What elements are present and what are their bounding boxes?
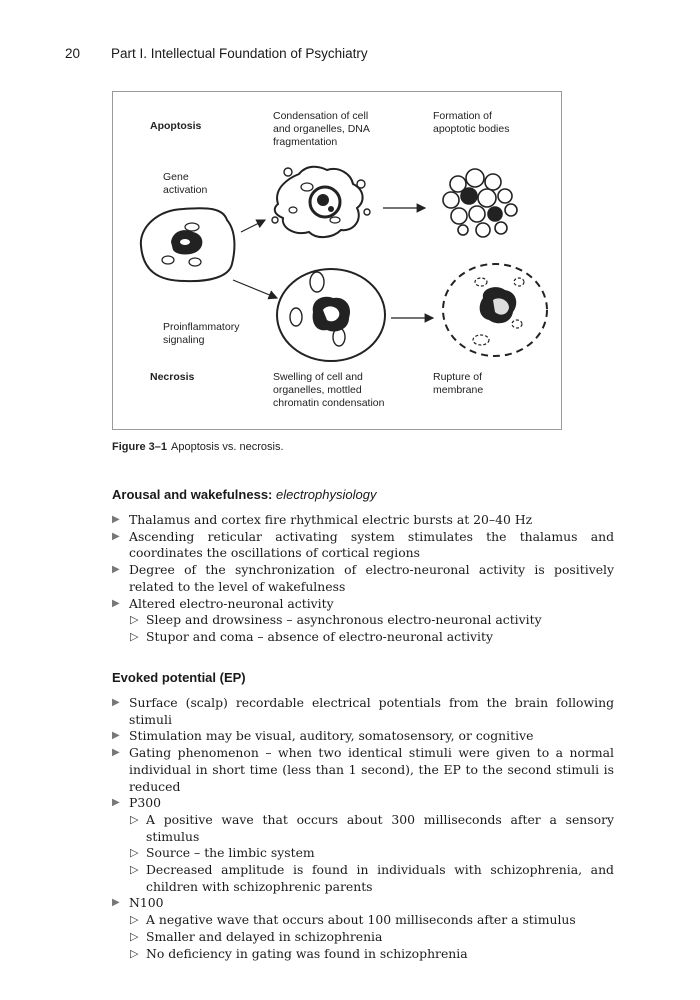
figure-caption-text: Apoptosis vs. necrosis. xyxy=(171,441,284,453)
outline-triangle-icon: ▷ xyxy=(130,812,139,826)
figure-caption xyxy=(112,441,284,453)
page-number: 20 xyxy=(65,46,81,61)
outline-triangle-icon: ▷ xyxy=(130,846,139,860)
label-formation: Formation of apoptotic bodies xyxy=(433,110,510,135)
list-item xyxy=(112,695,614,728)
outline-triangle-icon: ▷ xyxy=(130,946,139,960)
label-rupture: Rupture of membrane xyxy=(433,371,484,396)
sub-list-item xyxy=(112,862,614,895)
label-swelling: Swelling of cell and organelles, mottled chromatin condensation xyxy=(273,371,385,409)
solid-triangle-icon: ▶ xyxy=(112,530,120,542)
normal-cell xyxy=(141,208,235,281)
arrow-to-condensation xyxy=(241,220,265,232)
sub-list-item xyxy=(112,912,614,929)
sub-list-item xyxy=(112,612,614,629)
section-title-arousal-italic: electrophysiology xyxy=(276,487,377,502)
solid-triangle-icon: ▶ xyxy=(112,730,120,742)
list-item xyxy=(112,562,614,595)
condensed-cell xyxy=(272,167,370,237)
list-item-text: No deficiency in gating was found in schizophrenia xyxy=(146,945,468,961)
sub-list-item xyxy=(112,929,614,946)
label-apoptosis: Apoptosis xyxy=(150,120,202,132)
evoked-potential-list xyxy=(112,695,614,962)
outline-triangle-icon: ▷ xyxy=(130,929,139,943)
list-item xyxy=(112,745,614,795)
list-item-text: Thalamus and cortex fire rhythmical electric bursts at 20–40 Hz xyxy=(129,512,533,527)
sub-list-item xyxy=(112,845,614,862)
label-proinflammatory: Proinflammatory signaling xyxy=(163,321,240,346)
ruptured-cell xyxy=(443,264,547,356)
section-title-arousal-main: Arousal and wakefulness: xyxy=(112,487,273,502)
list-item-text: Degree of the synchronization of electro-neuronal activity is positively related to the level of wakefulness xyxy=(129,562,614,594)
outline-triangle-icon: ▷ xyxy=(130,629,139,643)
list-item-text: A negative wave that occurs about 100 milliseconds after a stimulus xyxy=(146,912,576,928)
list-item-text: Decreased amplitude is found in individuals with schizophrenia, and children with schizophrenic parents xyxy=(146,862,614,894)
solid-triangle-icon: ▶ xyxy=(112,564,120,576)
list-item xyxy=(112,795,614,812)
solid-triangle-icon: ▶ xyxy=(112,897,120,909)
list-item xyxy=(112,895,614,912)
solid-triangle-icon: ▶ xyxy=(112,797,120,809)
running-header xyxy=(65,46,368,61)
swollen-cell xyxy=(277,269,385,361)
list-item xyxy=(112,529,614,562)
list-item-text: Smaller and delayed in schizophrenia xyxy=(146,928,383,944)
label-condensation: Condensation of cell and organelles, DNA fragmentation xyxy=(273,110,370,148)
solid-triangle-icon: ▶ xyxy=(112,597,120,609)
label-necrosis: Necrosis xyxy=(150,371,195,383)
running-title: Part I. Intellectual Foundation of Psychiatry xyxy=(111,46,368,61)
figure-apoptosis-necrosis xyxy=(112,91,562,430)
solid-triangle-icon: ▶ xyxy=(112,697,120,708)
outline-triangle-icon: ▷ xyxy=(130,863,139,877)
list-item-text: N100 xyxy=(129,895,164,911)
section-title-evoked-potential: Evoked potential (EP) xyxy=(112,670,246,685)
sub-list-item xyxy=(112,946,614,963)
list-item-text: Surface (scalp) recordable electrical potentials from the brain following stimuli xyxy=(129,695,614,727)
list-item-text: Sleep and drowsiness – asynchronous electro-neuronal activity xyxy=(146,612,542,628)
list-item-text: Gating phenomenon – when two identical stimuli were given to a normal individual in short time (less than 1 second), the EP to the second stimuli is reduced xyxy=(129,745,614,794)
solid-triangle-icon: ▶ xyxy=(112,747,120,759)
list-item xyxy=(112,728,614,745)
figure-number: Figure 3–1 xyxy=(112,441,168,453)
sub-list-item xyxy=(112,629,614,646)
outline-triangle-icon: ▷ xyxy=(130,913,139,927)
list-item-text: Ascending reticular activating system stimulates the thalamus and coordinates the oscillations of cortical regions xyxy=(129,528,614,561)
list-item xyxy=(112,596,614,613)
list-item-text: A positive wave that occurs about 300 milliseconds after a sensory stimulus xyxy=(146,811,614,844)
sub-list-item xyxy=(112,812,614,845)
apoptotic-bodies xyxy=(443,169,517,237)
arousal-list xyxy=(112,512,614,646)
outline-triangle-icon: ▷ xyxy=(130,613,139,627)
arrow-to-swelling xyxy=(233,280,277,298)
list-item-text: Stupor and coma – absence of electro-neuronal activity xyxy=(146,628,494,644)
section-title-arousal xyxy=(112,487,376,502)
solid-triangle-icon: ▶ xyxy=(112,514,120,525)
list-item xyxy=(112,512,614,529)
label-gene-activation: Gene activation xyxy=(163,171,208,196)
list-item-text: Altered electro-neuronal activity xyxy=(129,595,334,611)
list-item-text: Stimulation may be visual, auditory, somatosensory, or cognitive xyxy=(129,728,534,744)
list-item-text: Source – the limbic system xyxy=(146,845,315,861)
list-item-text: P300 xyxy=(129,795,161,811)
